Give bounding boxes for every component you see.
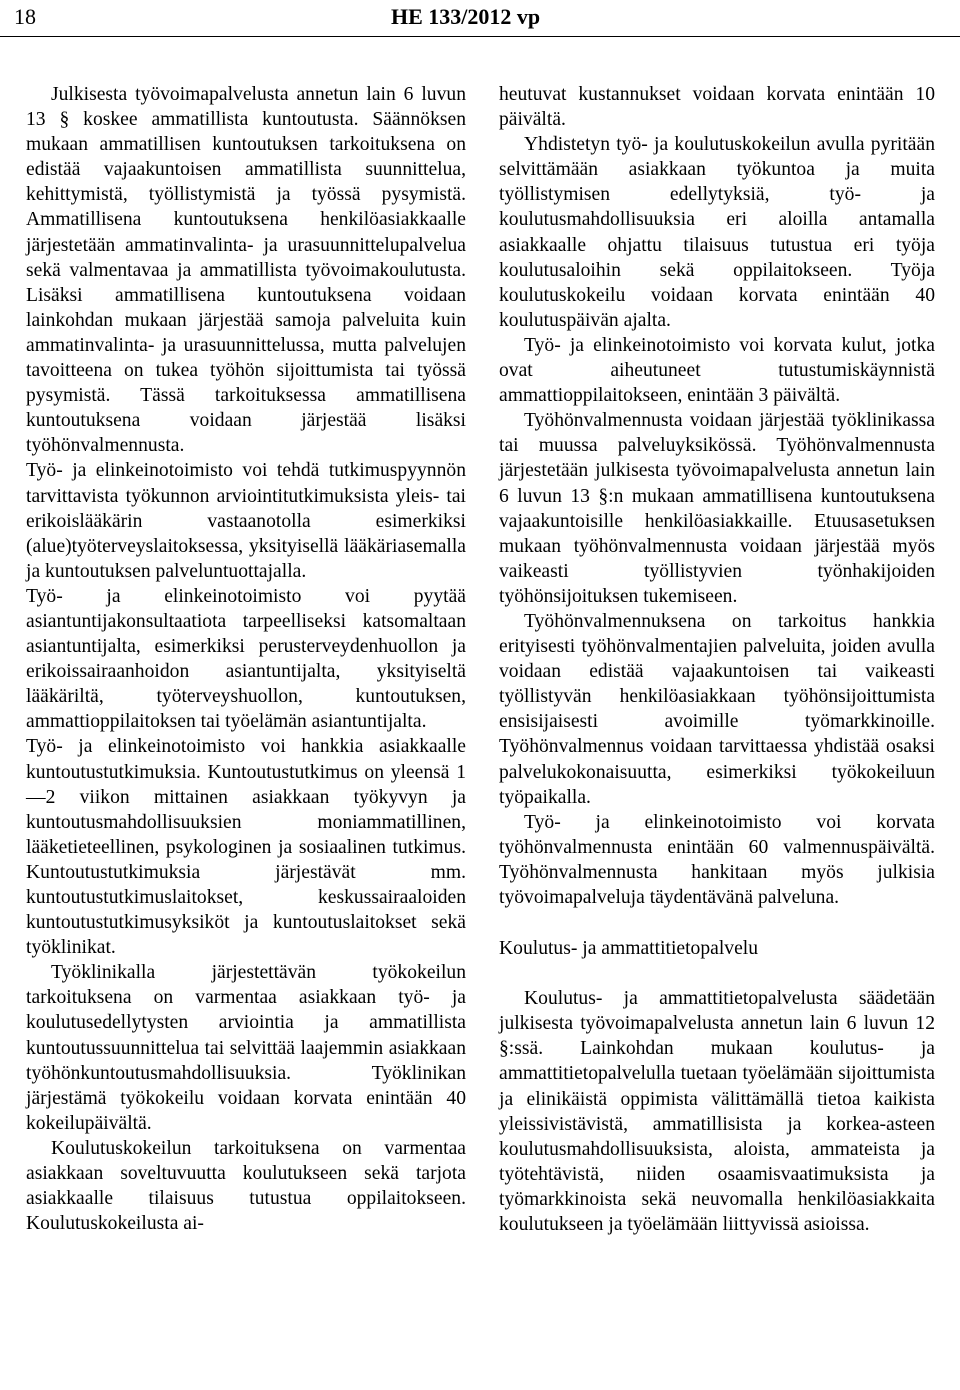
page-header — [0, 0, 960, 40]
paragraph: Työhönvalmennuksena on tarkoitus hankkia erityisesti työhönvalmentajien palveluita, joiden avulla voidaan edistää vajaakuntoisen tai vaikeasti työllistyvän henkilöasiakkaan työhönsijoittumista ensisijaisesti avoimille työmarkkinoille. Työhönvalmennus voidaan tarvittaessa yhdistää osaksi palvelukokonaisuutta, esimerkiksi työkokeiluun työpaikalla. — [499, 610, 935, 808]
paragraph: Työhönvalmennusta voidaan järjestää työklinikassa tai muussa palveluyksikössä. Työhönvalmennusta järjestetään julkisesta työvoimapalvelusta annetun lain 6 luvun 13 §:n mukaan ammatillisena kuntoutuksena vajaakuntoisille henkilöasiakkaille. Etuusasetuksen mukaan työhönvalmennusta voidaan järjestää myös vaikeasti työllistyvien työnhakijoiden työhönsijoituksen tukemiseen. — [499, 410, 935, 607]
paragraph: Työ- ja elinkeinotoimisto voi korvata kulut, jotka ovat aiheutuneet tutustumiskäynnistä ammattioppilaitokseen, enintään 3 päivältä. — [499, 334, 935, 407]
paragraph: heutuvat kustannukset voidaan korvata enintään 10 päivältä. — [499, 84, 935, 131]
paragraph: Työklinikalla järjestettävän työkokeilun tarkoituksena on varmentaa asiakkaan työ- ja koulutusedellytysten arviointia ja ammatillista kuntoutussuunnittelua tai selvittää laajemmin asiakkaan työhönkuntoutusmahdollisuuksia. Työklinikan järjestämä työkokeilu voidaan korvata enintään 40 kokeilupäivältä. — [26, 962, 466, 1134]
paragraph: Työ- ja elinkeinotoimisto voi pyytää asiantuntijakonsultaatiota tarpeelliseksi katsomaltaan asiantuntijalta, esimerkiksi perusterveydenhuollon ja erikoissairaanhoidon asiantuntijalta, yksityiseltä lääkäriltä, työterveyshuollon, kuntoutuksen, ammattioppilaitoksen tai työelämän asiantuntijalta. — [26, 585, 466, 733]
paragraph: Työ- ja elinkeinotoimisto voi korvata työhönvalmennusta enintään 60 valmennuspäivältä. Työhönvalmennusta hankitaan myös julkisia työvoimapalveluja täydentävänä palveluna. — [499, 811, 935, 908]
paragraph: Koulutus- ja ammattitietopalvelusta säädetään julkisesta työvoimapalvelusta annetun lain 6 luvun 12 §:ssä. Lainkohdan mukaan koulutus- ja ammattitietopalvelulla tuetaan työelämään sijoittumista ja elinikäistä oppimista välittämällä tietoa kaikista yleissivistävistä, ammatillisista ja korkea-asteen koulutusmahdollisuuksista, aloista, ammateista ja työtehtävistä, niiden osaamisvaatimuksista ja työmarkkinoista sekä neuvomalla henkilöasiakkaita koulutukseen ja työelämään liittyvissä asioissa. — [499, 988, 935, 1236]
paragraph: Yhdistetyn työ- ja koulutuskokeilun avulla pyritään selvittämään asiakkaan työkuntoa ja muita työllistymisen edellytyksiä, työ- ja koulutusmahdollisuuksia eri aloilla antamalla asiakkaalle ohjattu tilaisuus tutustua eri työja koulutusaloihin sekä oppilaitokseen. Työja koulutuskokeilu voidaan korvata enintään 40 koulutuspäivän ajalta. — [499, 134, 935, 331]
paragraph: Koulutuskokeilun tarkoituksena on varmentaa asiakkaan soveltuvuutta koulutukseen sekä tarjota asiakkaalle tilaisuus tutustua oppilaitokseen. Koulutuskokeilusta ai- — [26, 1137, 466, 1235]
header-rule — [0, 36, 960, 37]
paragraph: Työ- ja elinkeinotoimisto voi hankkia asiakkaalle kuntoutustutkimuksia. Kuntoutustutkimus on yleensä 1—2 viikon mittainen asiakkaan työkyvyn ja kuntoutusmahdollisuuksien moniammatillinen, lääketieteellinen, psykologinen ja sosiaalinen tutkimus. Kuntoutustutkimuksia järjestävät mm. kuntoutustutkimuslaitokset, keskussairaaloiden kuntoutustutkimusyksiköt ja kuntoutuslaitokset sekä työklinikat. — [26, 736, 466, 959]
right-column — [499, 82, 935, 1237]
section-heading: Koulutus- ja ammattitietopalvelu — [499, 938, 759, 960]
left-column — [26, 82, 466, 1236]
paragraph: Julkisesta työvoimapalvelusta annetun lain 6 luvun 13 § koskee ammatillista kuntoutusta. Säännöksen mukaan ammatillisen kuntoutuksen tarkoituksena on edistää vajaakuntoisen ammatillista suunnittelua, kehittymistä, työllistymistä ja työssä pysymistä. Ammatillisena kuntoutuksena henkilöasiakkaalle järjestetään ammatinvalinta- ja urasuunnittelupalvelua sekä valmentavaa ja ammatillista työvoimakoulutusta. Lisäksi ammatillisena kuntoutuksena voidaan lainkohdan mukaan järjestää samoja palveluita kuin ammatinvalinta- ja urasuunnittelussa, mutta palvelujen tavoitteena on tukea työhön sijoittumista tai työssä pysymistä. Tässä tarkoituksessa ammatillisena kuntoutuksena voidaan järjestää lisäksi työhönvalmennusta. — [26, 84, 466, 457]
page-number: 18 — [14, 4, 36, 29]
paragraph: Työ- ja elinkeinotoimisto voi tehdä tutkimuspyynnön tarvittavista työkunnon arviointitutkimuksista yleis- tai erikoislääkärin vastaanotolla esimerkiksi (alue)työterveyslaitoksessa, yksityisellä lääkäriasemalla ja kuntoutuksen palveluntuottajalla. — [26, 460, 466, 582]
document-id: HE 133/2012 vp — [391, 4, 541, 29]
